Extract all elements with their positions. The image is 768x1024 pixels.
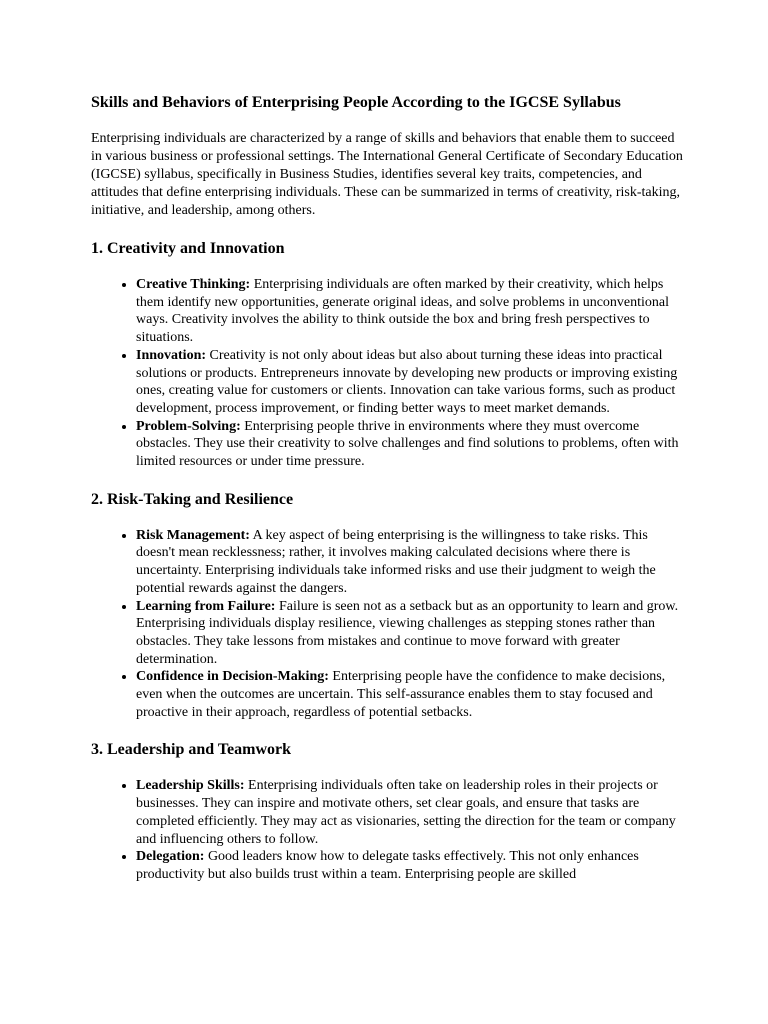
document-page bbox=[91, 93, 683, 903]
item-text: Enterprising people have the confidence to make decisions, even when the outcomes are uncertain. This self-assurance enables them to stay focused and proactive in their approach, regardless of potential setbacks. bbox=[136, 669, 666, 720]
item-term: Creative Thinking: bbox=[136, 277, 251, 292]
item-term: Learning from Failure: bbox=[136, 598, 276, 614]
item-term: Risk Management: bbox=[136, 527, 250, 543]
list-item bbox=[136, 848, 683, 883]
list-item bbox=[136, 598, 683, 669]
list-item bbox=[136, 418, 683, 471]
page-title: Skills and Behaviors of Enterprising People According to the IGCSE Syllabus bbox=[91, 94, 621, 111]
item-text: Enterprising individuals often take on leadership roles in their projects or businesses. They can inspire and motivate others, set clear goals, and ensure that tasks are completed efficiently. They may act as visionaries, setting the direction for the team or company and influencing others to follow. bbox=[136, 778, 676, 847]
bullet-list-leadership bbox=[91, 777, 683, 883]
item-text: Creativity is not only about ideas but also about turning these ideas into practical solutions or products. Entrepreneurs innovate by developing new products or improving existing ones, creating value for customers or clients. Innovation can take various forms, such as product development, process improvement, or finding better ways to meet market demands. bbox=[136, 347, 678, 416]
item-term: Leadership Skills: bbox=[136, 778, 245, 794]
bullet-list-risk-taking bbox=[91, 527, 683, 722]
item-term: Problem-Solving: bbox=[136, 418, 241, 434]
item-term: Delegation: bbox=[136, 849, 205, 865]
intro-paragraph: Enterprising individuals are characterized by a range of skills and behaviors that enable them to succeed in various business or professional settings. The International General Certificate of Secondary Education (IGCSE) syllabus, specifically in Business Studies, identifies several key traits, competencies, and attitudes that define enterprising individuals. These can be summarized in terms of creativity, risk-taking, initiative, and leadership, among others. bbox=[91, 131, 683, 218]
list-item bbox=[136, 276, 683, 347]
list-item bbox=[136, 527, 683, 598]
bullet-list-creativity bbox=[91, 276, 683, 471]
item-term: Confidence in Decision-Making: bbox=[136, 669, 329, 685]
section-heading-risk-taking: 2. Risk-Taking and Resilience bbox=[91, 490, 294, 508]
item-text: A key aspect of being enterprising is the willingness to take risks. This doesn't mean recklessness; rather, it involves making calculated decisions where there is uncertainty. Enterprising individuals take informed risks and use their judgment to weigh the potential rewards against the dangers. bbox=[136, 527, 656, 596]
item-text: Enterprising individuals are often marked by their creativity, which helps them identify new opportunities, generate original ideas, and solve problems in unconventional ways. Creativity involves the ability to think outside the box and bring fresh perspectives to situations. bbox=[136, 277, 670, 346]
list-item bbox=[136, 668, 683, 721]
item-text: Failure is seen not as a setback but as an opportunity to learn and grow. Enterprising individuals display resilience, viewing challenges as stepping stones rather than obstacles. They take lessons from mistakes and continue to move forward with greater determination. bbox=[136, 598, 679, 667]
list-item bbox=[136, 777, 683, 848]
item-term: Innovation: bbox=[136, 347, 207, 363]
item-text: Good leaders know how to delegate tasks effectively. This not only enhances productivity but also builds trust within a team. Enterprising people are skilled bbox=[136, 849, 639, 882]
list-item bbox=[136, 347, 683, 418]
item-text: Enterprising people thrive in environments where they must overcome obstacles. They use their creativity to solve challenges and find solutions to problems, often with limited resources or under time pressure. bbox=[136, 418, 679, 470]
section-heading-creativity: 1. Creativity and Innovation bbox=[91, 240, 285, 257]
section-heading-leadership: 3. Leadership and Teamwork bbox=[91, 741, 292, 759]
